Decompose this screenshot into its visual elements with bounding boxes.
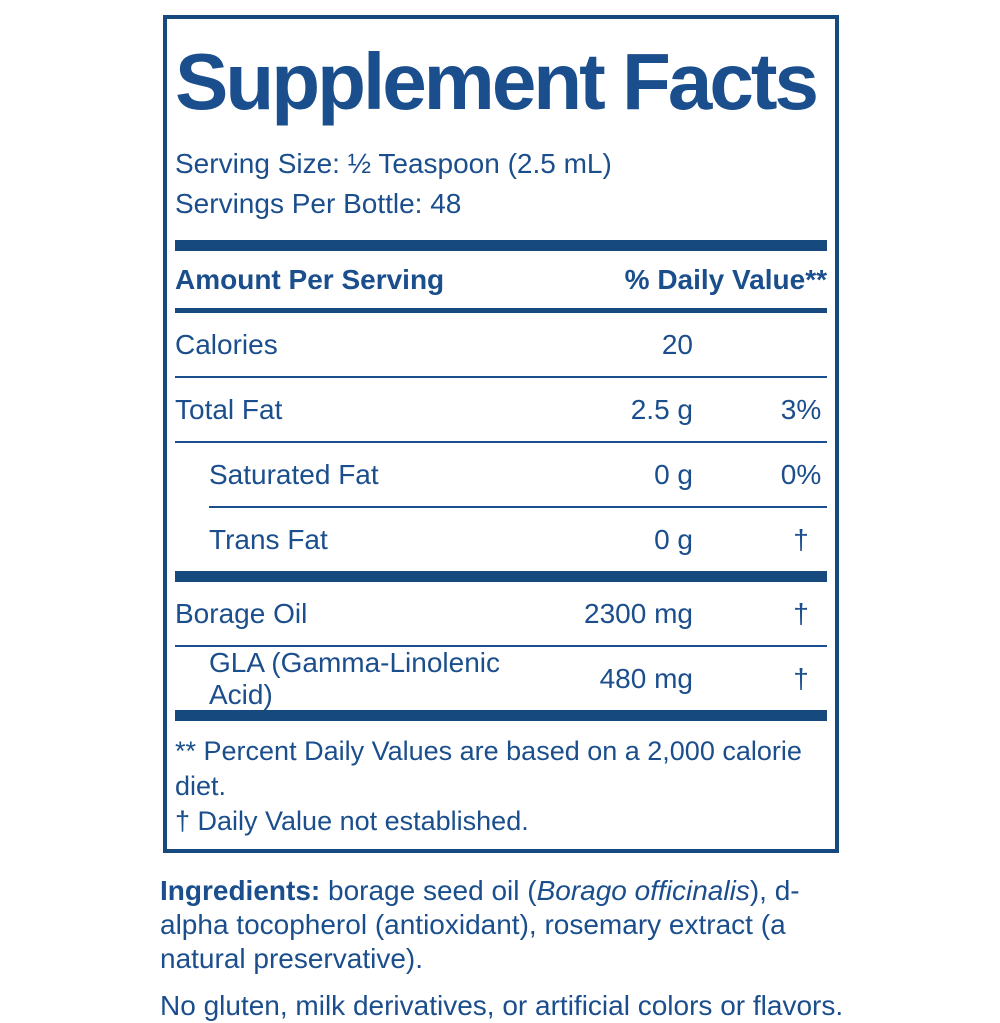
row-label: Saturated Fat (209, 458, 379, 490)
ingredients-paragraph (160, 874, 854, 976)
row-label: Trans Fat (209, 523, 328, 555)
table-row-calories (175, 313, 827, 376)
table-row-total-fat (175, 378, 827, 441)
supplement-facts-panel (163, 15, 839, 853)
panel-title: Supplement Facts (175, 37, 817, 126)
table-row-trans-fat (175, 508, 827, 571)
allergen-statement: No gluten, milk derivatives, or artificial colors or flavors. (160, 990, 844, 1021)
table-header-row (175, 251, 827, 308)
ingredients-text-1: borage seed oil ( (320, 875, 537, 906)
ingredients-text-2: ), d-alpha tocopherol (antioxidant), rosemary extract (a natural preservative). (160, 875, 800, 974)
label-content (159, 15, 844, 1023)
divider-thick-top (175, 240, 827, 251)
row-label: Total Fat (175, 393, 283, 425)
row-label: Borage Oil (175, 597, 308, 629)
row-amount: 480 mg (599, 662, 693, 694)
row-amount: 0 g (654, 523, 693, 555)
serving-size: Serving Size: ½ Teaspoon (2.5 mL) (175, 148, 612, 179)
row-amount: 2.5 g (630, 393, 693, 425)
servings-per-bottle: Servings Per Bottle: 48 (175, 188, 462, 219)
row-daily-value: † (793, 523, 809, 555)
divider-thick-middle (175, 571, 827, 582)
row-label: GLA (Gamma-Linolenic Acid) (209, 646, 501, 710)
table-row-borage-oil (175, 582, 827, 645)
footnotes (175, 721, 827, 839)
daily-value-header: % Daily Value** (624, 263, 827, 295)
amount-per-serving-header: Amount Per Serving (175, 263, 445, 295)
row-label: Calories (175, 328, 278, 360)
serving-info (175, 144, 827, 224)
row-daily-value: 0% (780, 458, 822, 490)
row-daily-value: † (793, 662, 809, 694)
row-amount: 20 (661, 328, 693, 360)
divider-thick-bottom (175, 710, 827, 721)
ingredients-species-name: Borago officinalis (536, 875, 750, 906)
row-daily-value: 3% (780, 393, 822, 425)
row-amount: 0 g (654, 458, 693, 490)
footnote-not-established: † Daily Value not established. (175, 806, 529, 836)
row-amount: 2300 mg (584, 597, 693, 629)
row-daily-value: † (793, 597, 809, 629)
table-row-gla (175, 647, 827, 710)
footnote-daily-value: ** Percent Daily Values are based on a 2,000 calorie diet. (175, 736, 802, 801)
ingredients-label: Ingredients: (160, 875, 321, 906)
table-row-saturated-fat (175, 443, 827, 506)
